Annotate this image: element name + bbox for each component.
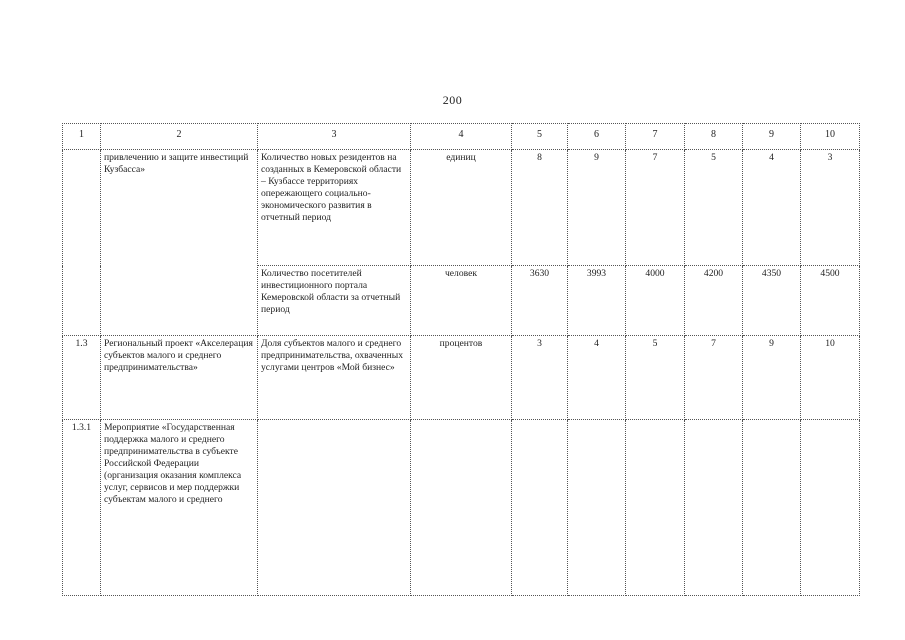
table-row <box>63 150 860 266</box>
measure-name-cell: привлечению и защите инвестиций Кузбасса» <box>101 150 258 336</box>
measure-name-cell: Мероприятие «Государственная поддержка малого и среднего предпринимательства в субъекте Российской Федерации (организация оказания комплекса услуг, сервисов и мер поддержки субъектам малого и среднего <box>101 420 258 596</box>
value-cell <box>568 420 626 596</box>
unit-cell: процентов <box>411 336 512 420</box>
column-header: 7 <box>626 124 685 150</box>
indicator-name-cell: Доля субъектов малого и среднего предпринимательства, охваченных услугами центров «Мой бизнес» <box>258 336 411 420</box>
table-row <box>63 336 860 420</box>
value-cell: 3630 <box>512 266 568 336</box>
column-header: 9 <box>743 124 801 150</box>
value-cell: 3 <box>801 150 860 266</box>
value-cell: 3 <box>512 336 568 420</box>
unit-cell <box>411 420 512 596</box>
row-number-cell: 1.3.1 <box>63 420 101 596</box>
page-number: 200 <box>442 93 463 107</box>
column-header: 5 <box>512 124 568 150</box>
unit-cell: единиц <box>411 150 512 266</box>
value-cell: 5 <box>626 336 685 420</box>
value-cell: 10 <box>801 336 860 420</box>
value-cell: 4350 <box>743 266 801 336</box>
column-header: 8 <box>685 124 743 150</box>
measure-name-cell: Региональный проект «Акселерация субъектов малого и среднего предпринимательства» <box>101 336 258 420</box>
table-header-row <box>63 124 860 150</box>
value-cell: 9 <box>743 336 801 420</box>
column-header: 3 <box>258 124 411 150</box>
value-cell: 9 <box>568 150 626 266</box>
value-cell: 4 <box>743 150 801 266</box>
column-header: 10 <box>801 124 860 150</box>
indicator-name-cell <box>258 420 411 596</box>
value-cell <box>801 420 860 596</box>
value-cell: 4200 <box>685 266 743 336</box>
value-cell: 4000 <box>626 266 685 336</box>
unit-cell: человек <box>411 266 512 336</box>
value-cell <box>626 420 685 596</box>
column-header: 6 <box>568 124 626 150</box>
value-cell: 4500 <box>801 266 860 336</box>
indicator-name-cell: Количество посетителей инвестиционного портала Кемеровской области за отчетный период <box>258 266 411 336</box>
value-cell: 8 <box>512 150 568 266</box>
row-number-cell <box>63 150 101 336</box>
table-row <box>63 420 860 596</box>
value-cell: 7 <box>685 336 743 420</box>
value-cell: 7 <box>626 150 685 266</box>
indicators-table <box>62 123 860 596</box>
row-number-cell: 1.3 <box>63 336 101 420</box>
indicator-name-cell: Количество новых резидентов на созданных в Кемеровской области – Кузбассе территориях опережающего социально-экономического развития в отчетный период <box>258 150 411 266</box>
column-header: 1 <box>63 124 101 150</box>
column-header: 4 <box>411 124 512 150</box>
value-cell <box>743 420 801 596</box>
value-cell <box>685 420 743 596</box>
value-cell: 4 <box>568 336 626 420</box>
value-cell <box>512 420 568 596</box>
value-cell: 3993 <box>568 266 626 336</box>
column-header: 2 <box>101 124 258 150</box>
value-cell: 5 <box>685 150 743 266</box>
